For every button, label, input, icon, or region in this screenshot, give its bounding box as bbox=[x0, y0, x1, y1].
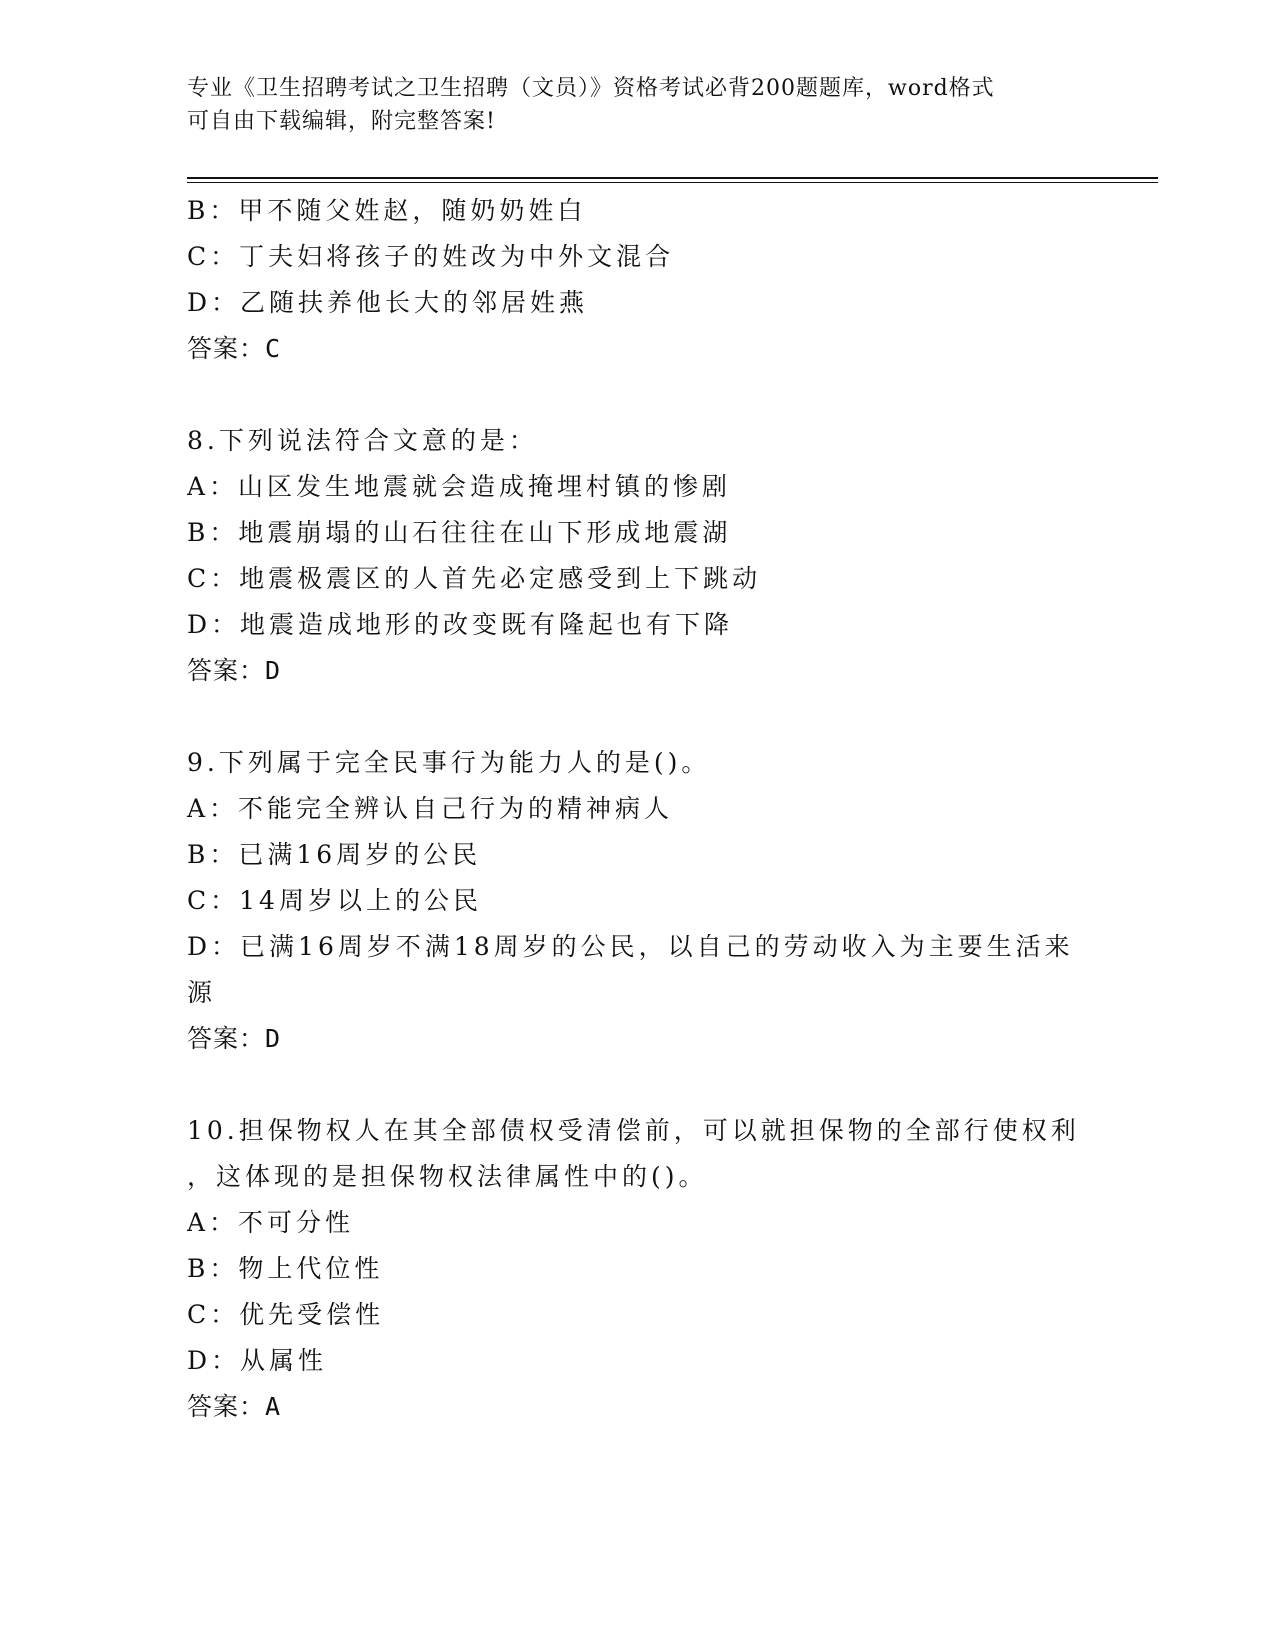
answer-label: 答案： bbox=[187, 1024, 266, 1053]
document-body bbox=[187, 188, 1087, 1430]
header-rule-thick bbox=[187, 177, 1158, 179]
option-a: A：山区发生地震就会造成掩埋村镇的惨剧 bbox=[187, 472, 732, 501]
option-b: B：已满16周岁的公民 bbox=[187, 840, 482, 869]
option-b: B：甲不随父姓赵，随奶奶姓白 bbox=[187, 196, 587, 225]
answer-value: D bbox=[265, 656, 282, 685]
option-d: D：地震造成地形的改变既有隆起也有下降 bbox=[187, 610, 734, 639]
answer-label: 答案： bbox=[187, 1392, 266, 1421]
header-line-2: 可自由下载编辑，附完整答案! bbox=[187, 109, 496, 134]
option-c: C：优先受偿性 bbox=[187, 1300, 385, 1329]
question-block-9 bbox=[187, 740, 1087, 1062]
answer-line bbox=[187, 1016, 1087, 1062]
option-b: B：地震崩塌的山石往往在山下形成地震湖 bbox=[187, 518, 732, 547]
option-c: C：14周岁以上的公民 bbox=[187, 886, 482, 915]
question-stem-line-1: 10.担保物权人在其全部债权受清偿前，可以就担保物的全部行使权利 bbox=[187, 1116, 1080, 1145]
option-a: A：不可分性 bbox=[187, 1208, 355, 1237]
header-line-1: 专业《卫生招聘考试之卫生招聘（文员）》资格考试必背200题题库，word格式 bbox=[187, 76, 995, 101]
answer-label: 答案： bbox=[187, 656, 266, 685]
answer-value: A bbox=[265, 1392, 282, 1421]
header-rule-thin bbox=[187, 182, 1158, 183]
question-stem: 8.下列说法符合文意的是： bbox=[187, 426, 538, 455]
question-block-8 bbox=[187, 418, 1087, 694]
answer-line bbox=[187, 648, 1087, 694]
question-block-10 bbox=[187, 1108, 1087, 1430]
spacer bbox=[187, 694, 1087, 740]
answer-line bbox=[187, 1384, 1087, 1430]
option-d-line-1: D：已满16周岁不满18周岁的公民，以自己的劳动收入为主要生活来 bbox=[187, 932, 1074, 961]
answer-label: 答案： bbox=[187, 334, 266, 363]
answer-line bbox=[187, 326, 1087, 372]
option-d-line-2: 源 bbox=[187, 978, 217, 1007]
option-c: C：丁夫妇将孩子的姓改为中外文混合 bbox=[187, 242, 675, 271]
document-header bbox=[187, 72, 1087, 138]
option-c: C：地震极震区的人首先必定感受到上下跳动 bbox=[187, 564, 762, 593]
answer-value: D bbox=[265, 1024, 282, 1053]
spacer bbox=[187, 372, 1087, 418]
answer-value: C bbox=[265, 334, 282, 363]
option-d: D：乙随扶养他长大的邻居姓燕 bbox=[187, 288, 589, 317]
question-stem: 9.下列属于完全民事行为能力人的是()。 bbox=[187, 748, 711, 777]
question-stem-line-2: ，这体现的是担保物权法律属性中的()。 bbox=[187, 1162, 708, 1191]
option-b: B：物上代位性 bbox=[187, 1254, 384, 1283]
option-d: D：从属性 bbox=[187, 1346, 328, 1375]
question-block-prev bbox=[187, 188, 1087, 372]
spacer bbox=[187, 1062, 1087, 1108]
option-a: A：不能完全辨认自己行为的精神病人 bbox=[187, 794, 674, 823]
